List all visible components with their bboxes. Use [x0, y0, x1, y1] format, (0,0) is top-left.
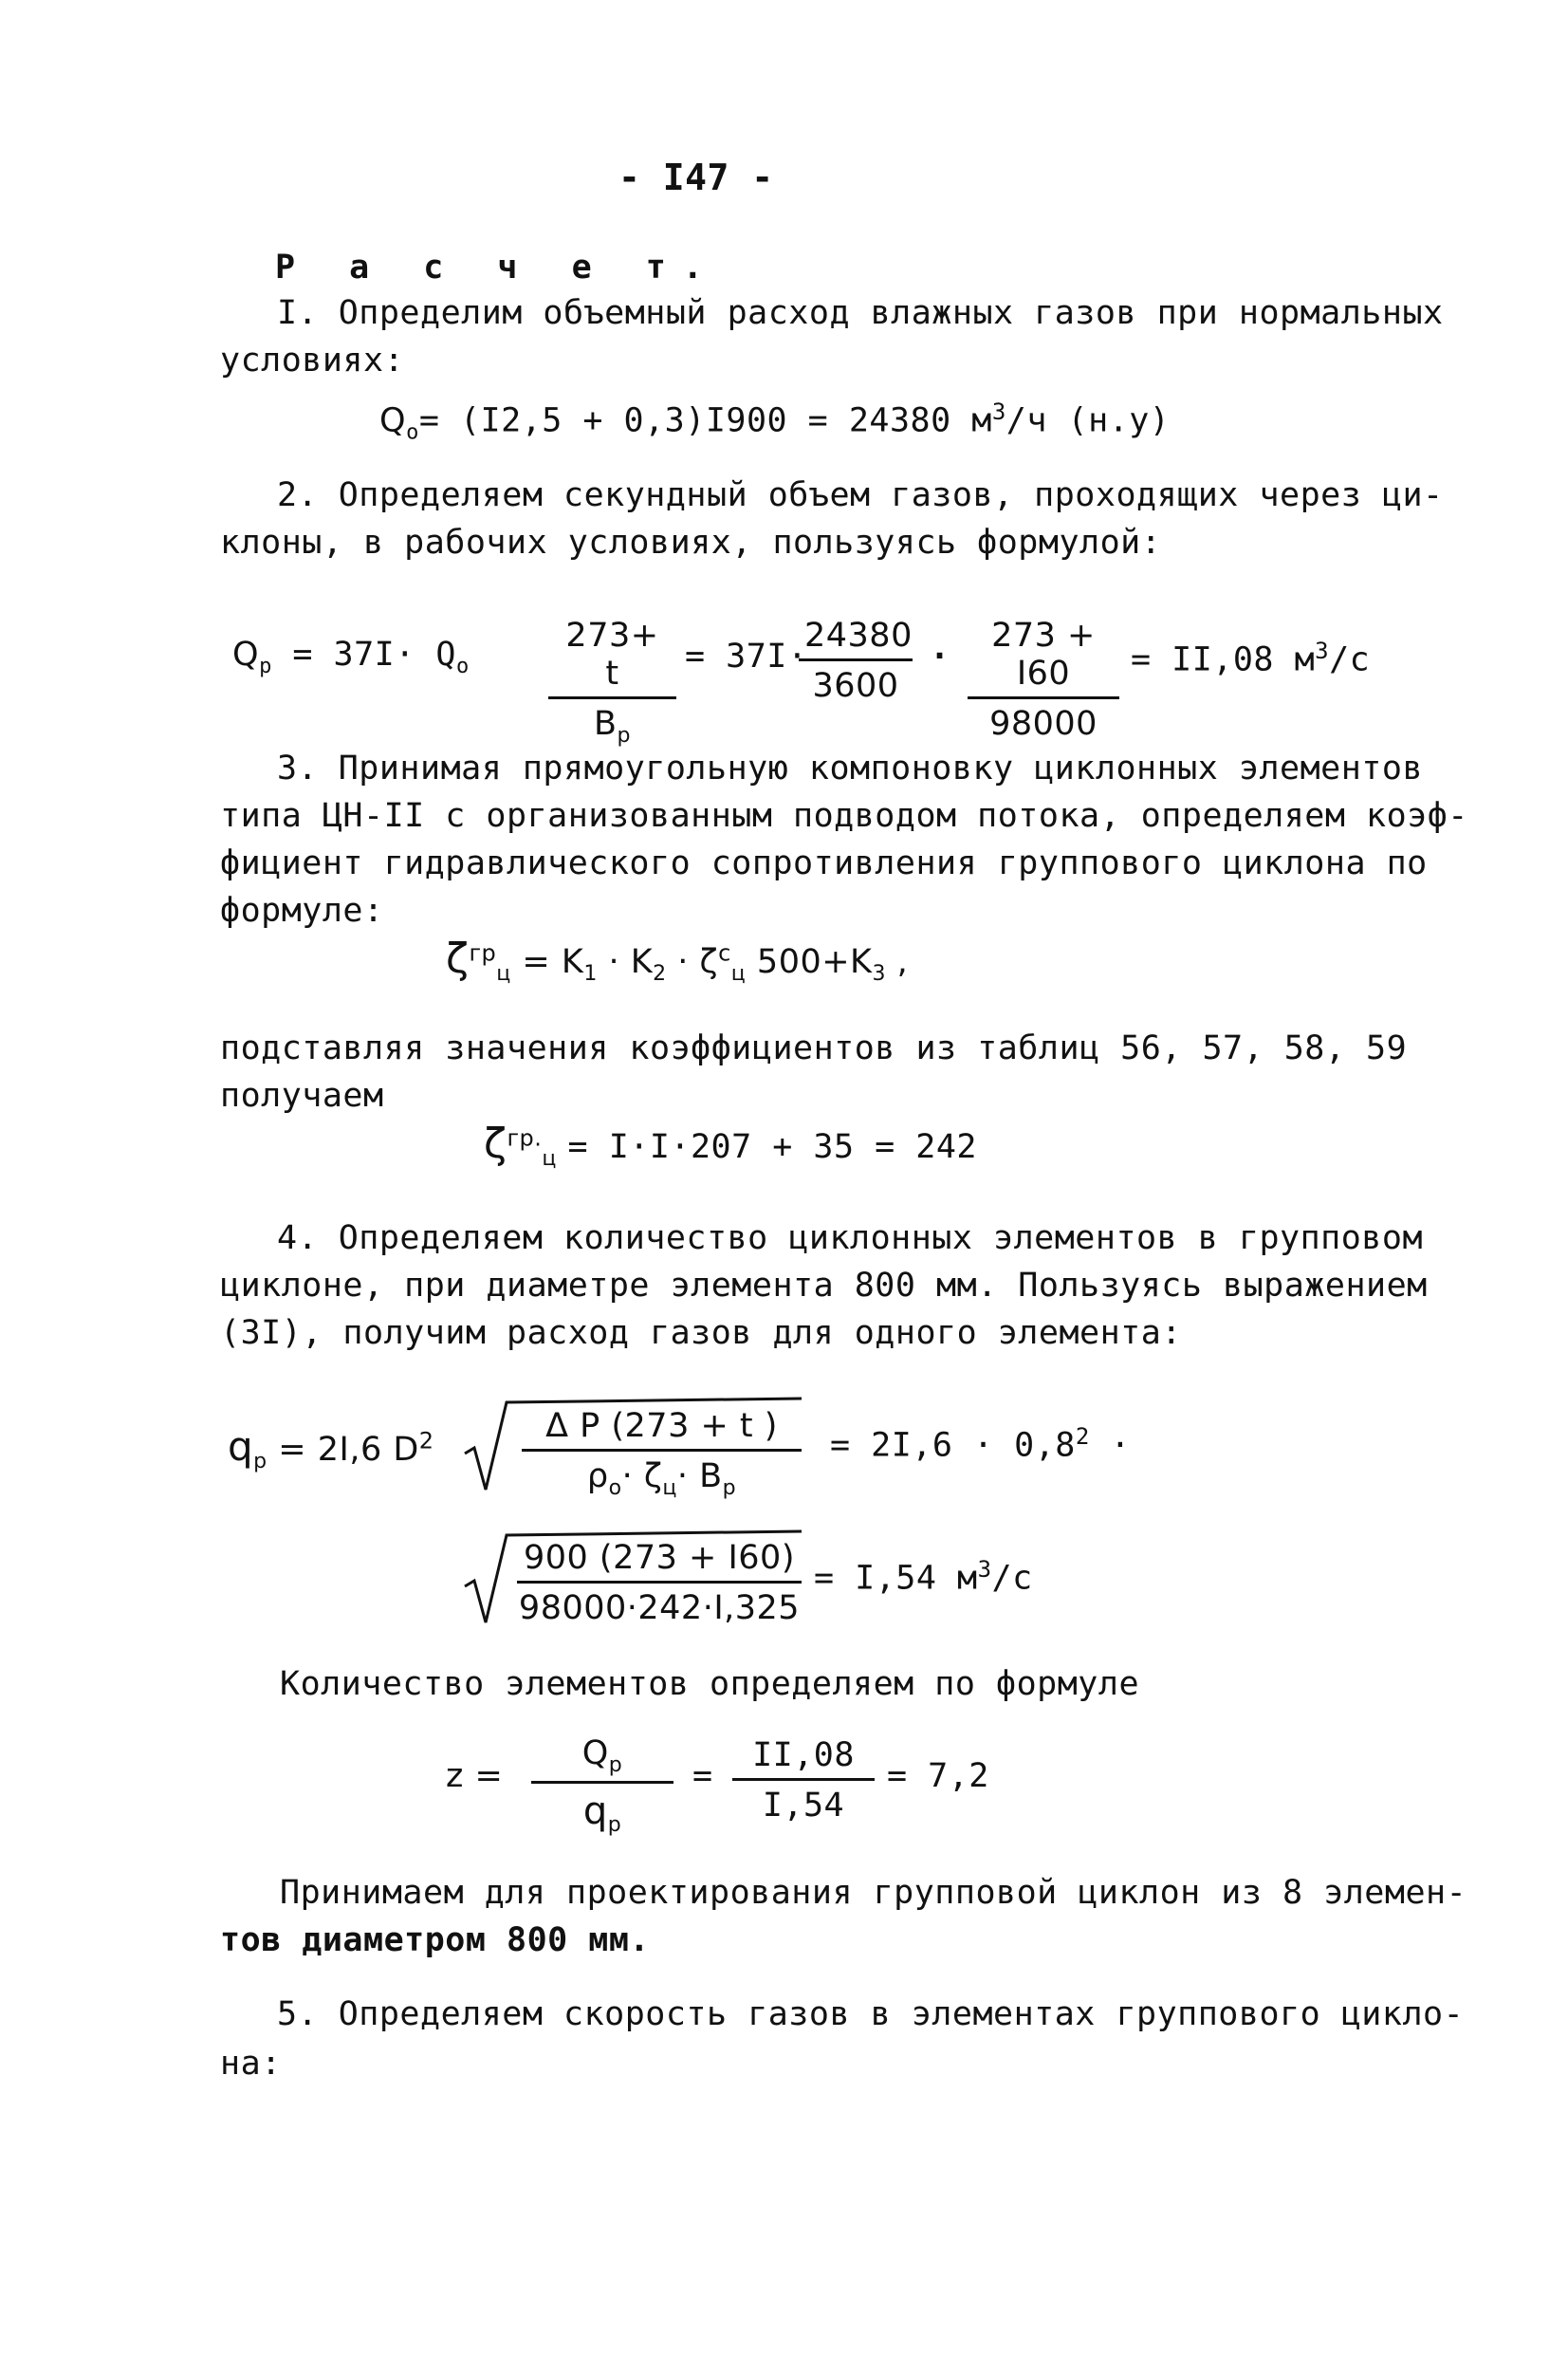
fraction-numerator: II,08 — [732, 1736, 875, 1781]
unit-tail: /с — [991, 1559, 1033, 1598]
fraction-numerator: 900 (273 + I60) — [517, 1539, 802, 1584]
formula-subscript: ц — [730, 962, 747, 986]
s3-formula-2 — [484, 1120, 977, 1171]
formula-symbol: Q — [232, 636, 260, 674]
s4-f3-result: = 7,2 — [887, 1757, 989, 1795]
s2-multiply-dot: · — [930, 638, 950, 676]
unit-superscript: 3 — [977, 1556, 992, 1583]
s4-f1-rhs — [830, 1423, 1131, 1465]
s4-f2-fraction — [517, 1539, 802, 1627]
fraction-denominator: ρ — [586, 1457, 609, 1495]
formula-part: 500+K — [756, 943, 873, 981]
s4-f3-fraction-1 — [531, 1734, 673, 1837]
formula-subscript: о — [406, 420, 419, 445]
s4-line5: Принимаем для проектирования групповой циклон из 8 элемен- — [280, 1874, 1467, 1912]
s4-line2: циклоне, при диаметре элемента 800 мм. Пользуясь выражением — [220, 1267, 1428, 1305]
s3-formula — [446, 935, 908, 986]
formula-subscript: р — [608, 1753, 623, 1777]
s5-line1: 5. Определяем скорость газов в элементах группового цикло- — [277, 1995, 1465, 2033]
s3-line2: типа ЦН-II с организованным подводом потока, определяем коэф- — [220, 797, 1468, 835]
s3-line1: 3. Принимая прямоугольную компоновку циклонных элементов — [277, 750, 1424, 787]
s2-result — [1131, 638, 1370, 679]
fraction-numerator: 24380 — [799, 617, 913, 661]
s2-line2: клоны, в рабочих условиях, пользуясь формулой: — [220, 524, 1162, 562]
fraction-denominator-part: · В — [676, 1457, 723, 1495]
fraction-denominator: q — [582, 1789, 608, 1833]
formula-superscript: с — [718, 939, 731, 967]
s4-f1-lhs — [228, 1423, 434, 1473]
heading: Р а с ч е т. — [275, 249, 720, 287]
fraction-numerator: 273+ t — [548, 617, 676, 699]
s4-f1-fraction — [522, 1407, 802, 1500]
formula-subscript: ц — [662, 1476, 677, 1500]
fraction-denominator: 98000 — [989, 705, 1098, 743]
result-value: = II,08 м — [1131, 640, 1316, 679]
formula-part: · ζ — [677, 943, 719, 981]
formula-superscript: 2 — [418, 1427, 434, 1454]
zeta-symbol: ζ — [446, 935, 470, 983]
formula-subscript: р — [607, 1813, 622, 1837]
s4-f3-fraction-2 — [732, 1736, 875, 1825]
formula-part: = 37I· Q — [292, 636, 456, 674]
fraction-denominator: I,54 — [762, 1787, 845, 1825]
s4-f3-lhs: z = — [446, 1757, 504, 1795]
formula-subscript: р — [617, 724, 631, 748]
formula-part: = K — [522, 943, 584, 981]
s2-fraction-2 — [799, 617, 913, 705]
formula-part: = 2I,6 · 0,8 — [830, 1426, 1076, 1465]
s2-fraction-3 — [968, 617, 1119, 743]
s1-line1: I. Определим объемный расход влажных газов при нормальных — [277, 294, 1444, 332]
unit-superscript: 3 — [991, 398, 1006, 425]
result-value: = I,54 м — [814, 1559, 978, 1598]
s4-line4: Количество элементов определяем по формуле — [280, 1665, 1140, 1703]
formula-part: · — [1110, 1426, 1131, 1465]
formula-subscript: р — [259, 655, 272, 678]
s3-line6: получаем — [220, 1077, 384, 1115]
formula-part: = I·I·207 + 35 = 242 — [567, 1128, 977, 1166]
formula-subscript: 2 — [653, 962, 667, 986]
formula-subscript: о — [608, 1476, 622, 1500]
formula-part: · K — [608, 943, 654, 981]
unit-superscript: 3 — [1315, 638, 1330, 664]
formula-symbol: q — [228, 1423, 254, 1470]
formula-part: , — [896, 943, 909, 981]
s2-line1: 2. Определяем секундный объем газов, проходящих через ци- — [277, 476, 1444, 514]
s4-line1: 4. Определяем количество циклонных элементов в групповом — [277, 1219, 1424, 1257]
formula-subscript: ц — [542, 1147, 557, 1171]
s1-line2: условиях: — [220, 342, 405, 380]
formula-superscript: гр. — [507, 1124, 543, 1152]
formula-rhs: = (I2,5 + 0,3)I900 = 24380 м — [418, 401, 992, 440]
formula-superscript: 2 — [1075, 1423, 1090, 1450]
formula-subscript: о — [455, 655, 470, 678]
formula-subscript: р — [253, 1450, 267, 1473]
formula-subscript: р — [722, 1476, 737, 1500]
formula-subscript: 1 — [583, 962, 598, 986]
fraction-denominator-part: · ζ — [621, 1457, 663, 1495]
s3-line3: фициент гидравлического сопротивления группового циклона по — [220, 844, 1428, 882]
formula-superscript: гр — [469, 939, 497, 967]
formula-symbol: Q — [379, 401, 407, 440]
fraction-numerator: Q — [581, 1734, 609, 1772]
unit-tail: /ч (н.у) — [1005, 401, 1171, 440]
formula-subscript: 3 — [872, 962, 887, 986]
formula-part: = 2I,6 D — [278, 1431, 419, 1469]
s3-line5: подставляя значения коэффициентов из таблиц 56, 57, 58, 59 — [220, 1029, 1408, 1067]
fraction-denominator: 98000·242·I,325 — [518, 1589, 801, 1627]
s4-f3-equals: = — [692, 1757, 713, 1795]
s5-line2: на: — [220, 2045, 282, 2083]
formula-subscript: ц — [496, 962, 511, 986]
s1-formula — [379, 398, 1170, 445]
s4-f2-result — [814, 1556, 1033, 1598]
s3-line4: формуле: — [220, 892, 384, 930]
fraction-denominator: В — [594, 705, 618, 743]
fraction-numerator: 273 + I60 — [968, 617, 1119, 699]
zeta-symbol: ζ — [484, 1120, 507, 1168]
s4-line3: (3I), получим расход газов для одного элемента: — [220, 1314, 1182, 1352]
page-number: - I47 - — [618, 157, 774, 198]
s2-formula-lhs — [232, 636, 470, 678]
s2-formula-mid: = 37I· — [685, 638, 808, 676]
s4-line6: тов диаметром 800 мм. — [220, 1921, 651, 1959]
s2-fraction-1 — [548, 617, 676, 748]
fraction-numerator: Δ P (273 + t ) — [522, 1407, 802, 1452]
unit-tail: /с — [1329, 640, 1371, 679]
fraction-denominator: 3600 — [812, 667, 899, 705]
